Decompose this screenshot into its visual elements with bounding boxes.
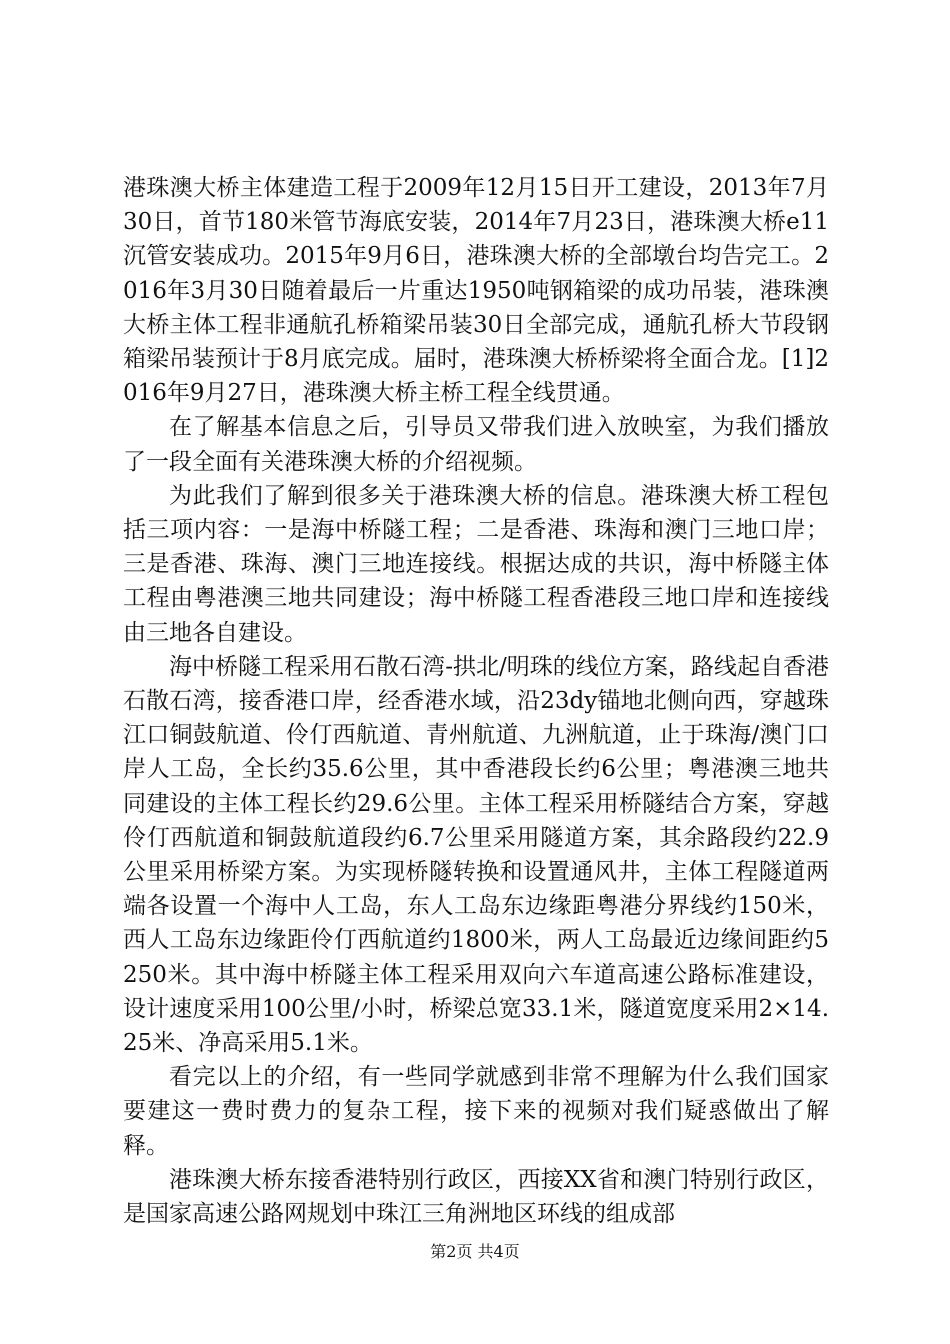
paragraph-construction-timeline: 港珠澳大桥主体建造工程于2009年12月15日开工建设，2013年7月30日，首节180米管节海底安装，2014年7月23日，港珠澳大桥e11沉管安装成功。2015年9月6日，港珠澳大桥的全部墩台均告完工。2016年3月30日随着最后一片重达1950吨钢箱梁的成功吊装，港珠澳大桥主体工程非通航孔桥箱梁吊装30日全部完成，通航孔桥大节段钢箱梁吊装预计于8月底完成。届时，港珠澳大桥桥梁将全面合龙。[1]2016年9月27日，港珠澳大桥主桥工程全线贯通。 — [123, 175, 829, 407]
document-body — [123, 171, 829, 1231]
page-number-footer: 第2页 共4页 — [430, 1242, 520, 1261]
paragraph-student-questions: 看完以上的介绍，有一些同学就感到非常不理解为什么我们国家要建这一费时费力的复杂工程，接下来的视频对我们疑惑做出了解释。 — [123, 1064, 829, 1159]
paragraph-screening-room: 在了解基本信息之后，引导员又带我们进入放映室，为我们播放了一段全面有关港珠澳大桥的介绍视频。 — [123, 414, 829, 475]
paragraph-route-details: 海中桥隧工程采用石散石湾-拱北/明珠的线位方案，路线起自香港石散石湾，接香港口岸，经香港水域，沿23dy锚地北侧向西，穿越珠江口铜鼓航道、伶仃西航道、青州航道、九洲航道，止于珠海/澳门口岸人工岛，全长约35.6公里，其中香港段长约6公里；粤港澳三地共同建设的主体工程长约29.6公里。主体工程采用桥隧结合方案，穿越伶仃西航道和铜鼓航道段约6.7公里采用隧道方案，其余路段约22.9公里采用桥梁方案。为实现桥隧转换和设置通风井，主体工程隧道两端各设置一个海中人工岛，东人工岛东边缘距粤港分界线约150米，西人工岛东边缘距伶仃西航道约1800米，两人工岛最近边缘间距约5250米。其中海中桥隧主体工程采用双向六车道高速公路标准建设，设计速度采用100公里/小时，桥梁总宽33.1米，隧道宽度采用2×14.25米、净高采用5.1米。 — [123, 653, 829, 1057]
paragraph-project-scope: 为此我们了解到很多关于港珠澳大桥的信息。港珠澳大桥工程包括三项内容：一是海中桥隧工程；二是香港、珠海和澳门三地口岸；三是香港、珠海、澳门三地连接线。根据达成的共识，海中桥隧主体工程由粤港澳三地共同建设；海中桥隧工程香港段三地口岸和连接线由三地各自建设。 — [123, 482, 829, 646]
paragraph-bridge-connections: 港珠澳大桥东接香港特别行政区，西接XX省和澳门特别行政区，是国家高速公路网规划中珠江三角洲地区环线的组成部 — [123, 1166, 829, 1228]
